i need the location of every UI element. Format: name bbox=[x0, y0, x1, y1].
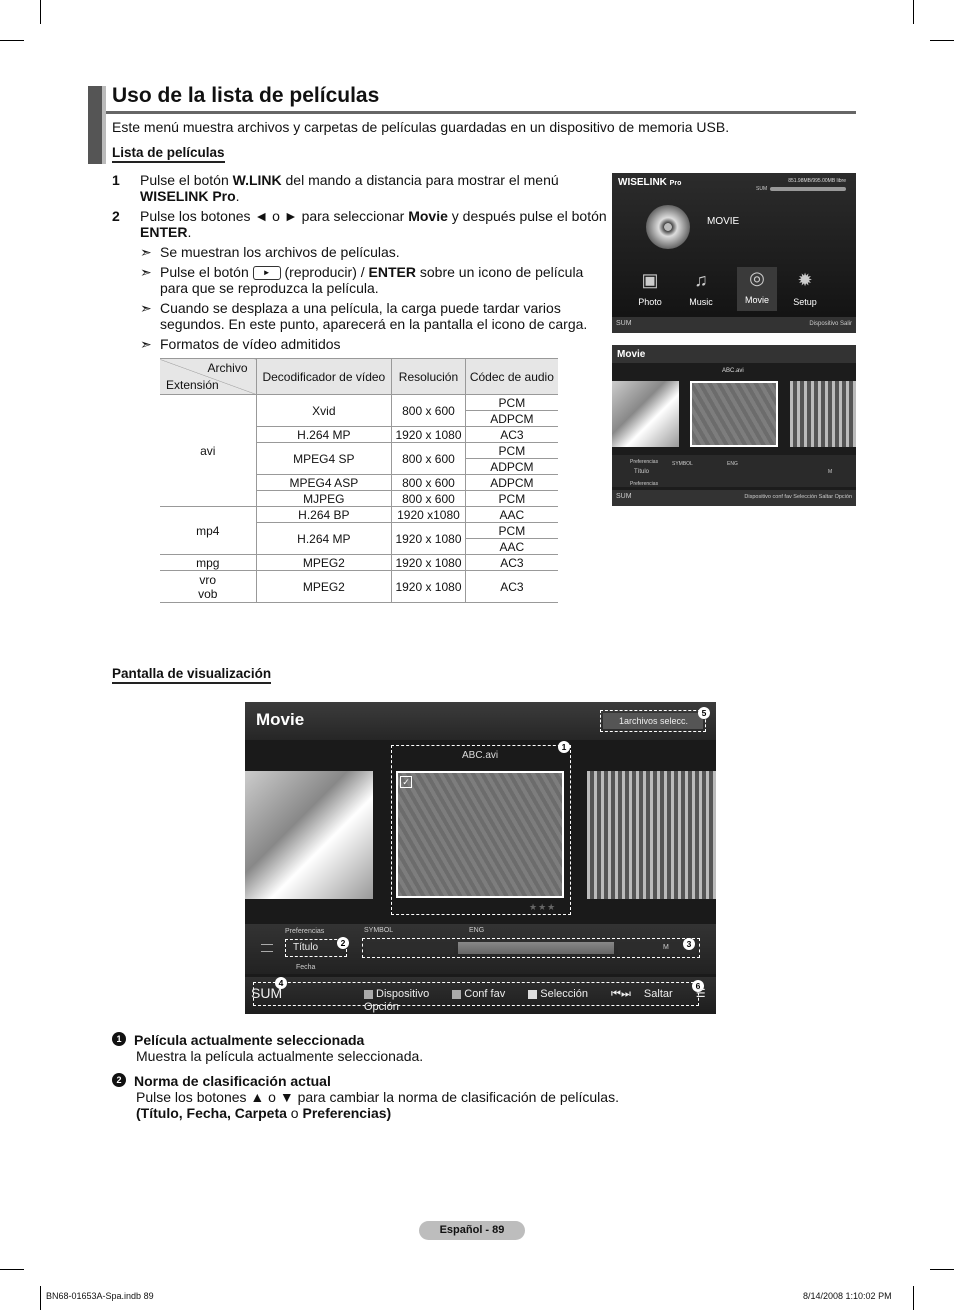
movie-list-screen-small bbox=[612, 345, 856, 506]
table-row: MPEG4 ASP 800 x 600 ADPCM bbox=[160, 475, 558, 491]
movie-thumbnail-selected[interactable] bbox=[690, 381, 778, 447]
music-note-icon: ♫ bbox=[694, 270, 708, 290]
index-label: SYMBOL bbox=[364, 927, 394, 934]
legend-item-2: 2 Norma de clasificación actual Pulse los botones ▲ o ▼ para cambiar la norma de clasificación de películas. (Título, Fecha, Carpeta o Preferencias) bbox=[112, 1073, 619, 1121]
table-row: MJPEG 800 x 600 PCM bbox=[160, 491, 558, 507]
step-text: Pulse el botón W.LINK del mando a distancia para mostrar el menú WISELINK Pro. bbox=[140, 172, 559, 204]
table-header: Decodificador de vídeo bbox=[256, 359, 392, 395]
rating-stars: ★★★ bbox=[529, 902, 557, 912]
callout-badge-5: 5 bbox=[698, 707, 710, 719]
checkbox-checked-icon[interactable]: ✓ bbox=[400, 776, 412, 788]
step-number: 1 bbox=[112, 172, 120, 188]
section-heading-movie-list: Lista de películas bbox=[112, 145, 225, 163]
crop-mark bbox=[913, 0, 914, 24]
storage-bar bbox=[770, 187, 846, 191]
sort-bar: Preferencias Título Preferencias SYMBOL ENG M bbox=[612, 455, 856, 487]
screen-title: Movie bbox=[256, 710, 305, 729]
menu-item-setup[interactable]: ✹ Setup bbox=[793, 270, 817, 307]
index-slider[interactable] bbox=[362, 938, 700, 958]
sort-option: Preferencias bbox=[285, 928, 325, 935]
note-4: ➣ Formatos de vídeo admitidos bbox=[140, 336, 341, 353]
crop-mark bbox=[930, 40, 954, 41]
gear-icon: ✹ bbox=[797, 270, 813, 290]
movie-thumbnail[interactable] bbox=[245, 771, 373, 899]
table-row: vro vob MPEG2 1920 x 1080 AC3 bbox=[160, 571, 558, 603]
table-row: ADPCM bbox=[160, 411, 558, 427]
device-label: SUM bbox=[251, 985, 283, 1001]
legend-item-1: 1 Película actualmente seleccionada Muestra la película actualmente seleccionada. bbox=[112, 1032, 423, 1064]
crop-mark bbox=[930, 1269, 954, 1270]
menu-icon: ☰ bbox=[695, 988, 706, 1000]
note-arrow-icon: ➣ bbox=[140, 336, 152, 353]
sort-current[interactable]: Título bbox=[285, 939, 347, 957]
intro-text: Este menú muestra archivos y carpetas de películas guardadas en un dispositivo de memoria USB. bbox=[112, 119, 730, 135]
print-footer-left: BN68-01653A-Spa.indb 89 bbox=[46, 1291, 154, 1301]
list-icon bbox=[261, 944, 273, 952]
table-row: MPEG4 SP 800 x 600 PCM bbox=[160, 443, 558, 459]
menu-item-movie[interactable]: ◎ Movie bbox=[737, 267, 777, 311]
skip-icon: ⏮⏭ bbox=[611, 988, 631, 1000]
menu-item-photo[interactable]: ▣ Photo bbox=[638, 270, 662, 307]
selected-app-label: MOVIE bbox=[707, 216, 740, 227]
saltar-button[interactable]: ⏮⏭ Saltar bbox=[611, 988, 673, 1000]
screen-footer: SUM Dispositivo conf fav Selección Saltar Opción bbox=[612, 490, 856, 506]
callout-badge-6: 6 bbox=[692, 980, 704, 992]
file-name: ABC.avi bbox=[722, 368, 744, 374]
table-header-row bbox=[160, 359, 558, 395]
footer-buttons bbox=[364, 987, 716, 1013]
movie-thumbnail[interactable] bbox=[587, 771, 716, 899]
photo-icon: ▣ bbox=[641, 270, 659, 290]
film-reel-icon: ◎ bbox=[749, 268, 765, 288]
selected-count: 1archivos selecc. bbox=[600, 710, 706, 732]
legend-bullet: 1 bbox=[112, 1032, 126, 1046]
crop-mark bbox=[40, 1286, 41, 1310]
table-header: Resolución bbox=[392, 359, 466, 395]
screen-footer bbox=[245, 977, 716, 1014]
index-label: M bbox=[663, 944, 669, 951]
opcion-button[interactable]: ☰ Opción bbox=[364, 988, 706, 1013]
movie-thumbnail-selected[interactable] bbox=[396, 771, 564, 898]
play-button-icon: ► bbox=[253, 266, 281, 280]
movie-thumbnail[interactable] bbox=[790, 381, 856, 447]
note-1: ➣ Se muestran los archivos de películas. bbox=[140, 244, 400, 260]
video-formats-table bbox=[160, 358, 558, 603]
menu-item-music[interactable]: ♫ Music bbox=[689, 270, 713, 307]
wiselink-brand: WISELINK Pro bbox=[618, 177, 682, 188]
title-accent-bar-light bbox=[102, 86, 106, 164]
movie-thumbnail[interactable] bbox=[612, 381, 679, 447]
wiselink-screen bbox=[612, 173, 856, 333]
step-number: 2 bbox=[112, 208, 120, 224]
table-row: mpg MPEG2 1920 x 1080 AC3 bbox=[160, 555, 558, 571]
index-label: ENG bbox=[469, 927, 485, 934]
sort-bar bbox=[245, 924, 716, 974]
callout-badge-4: 4 bbox=[275, 977, 287, 989]
table-corner-header: Archivo Extensión bbox=[160, 359, 256, 395]
table-row: AAC bbox=[160, 539, 558, 555]
note-arrow-icon: ➣ bbox=[140, 264, 152, 280]
screen-title: Movie bbox=[612, 345, 856, 363]
movie-display-screen bbox=[245, 702, 716, 1014]
table-row: ADPCM bbox=[160, 459, 558, 475]
table-row: avi Xvid 800 x 600 PCM bbox=[160, 395, 558, 411]
storage-free: 851.98MB/995.00MB libre bbox=[788, 178, 846, 184]
seleccion-button[interactable]: Selección bbox=[528, 988, 598, 1000]
title-rule bbox=[106, 111, 856, 114]
screen-footer: SUM Dispositivo Salir bbox=[612, 317, 856, 333]
note-3: ➣ Cuando se desplaza a una película, la carga puede tardar varios segundos. En este punto, aparecerá en la pantalla el icono de carga. bbox=[140, 300, 588, 333]
device-label: SUM bbox=[756, 186, 768, 192]
section-heading-display-screen: Pantalla de visualización bbox=[112, 666, 271, 684]
table-row: mp4 H.264 BP 1920 x1080 AAC bbox=[160, 507, 558, 523]
table-row: H.264 MP 1920 x 1080 PCM bbox=[160, 523, 558, 539]
callout-badge-2: 2 bbox=[337, 937, 349, 949]
step-text: Pulse los botones ◄ o ► para seleccionar Movie y después pulse el botón ENTER. bbox=[140, 208, 607, 240]
callout-badge-3: 3 bbox=[683, 938, 695, 950]
dispositivo-button[interactable]: Dispositivo bbox=[364, 988, 439, 1000]
film-reel-icon bbox=[646, 205, 690, 249]
crop-mark bbox=[913, 1286, 914, 1310]
callout-badge-1: 1 bbox=[558, 741, 570, 753]
crop-mark bbox=[0, 40, 24, 41]
crop-mark bbox=[0, 1269, 24, 1270]
conf-fav-button[interactable]: Conf fav bbox=[452, 988, 515, 1000]
print-footer-right: 8/14/2008 1:10:02 PM bbox=[803, 1291, 892, 1301]
crop-mark bbox=[40, 0, 41, 24]
step-1 bbox=[112, 172, 607, 204]
step-2 bbox=[112, 208, 607, 240]
legend-bullet: 2 bbox=[112, 1073, 126, 1087]
steps-list bbox=[112, 172, 607, 356]
table-row: H.264 MP 1920 x 1080 AC3 bbox=[160, 427, 558, 443]
sort-option: Fecha bbox=[296, 964, 316, 971]
screen-header bbox=[245, 702, 716, 740]
note-2: ➣ Pulse el botón ► (reproducir) / ENTER sobre un icono de película para que se reproduzca la película. bbox=[140, 264, 584, 297]
table-header: Códec de audio bbox=[465, 359, 558, 395]
page-title: Uso de la lista de películas bbox=[112, 84, 380, 107]
page-number: Español - 89 bbox=[419, 1221, 525, 1240]
note-arrow-icon: ➣ bbox=[140, 300, 152, 317]
title-accent-bar bbox=[88, 86, 102, 164]
file-name: ABC.avi bbox=[462, 750, 499, 761]
note-arrow-icon: ➣ bbox=[140, 244, 152, 260]
